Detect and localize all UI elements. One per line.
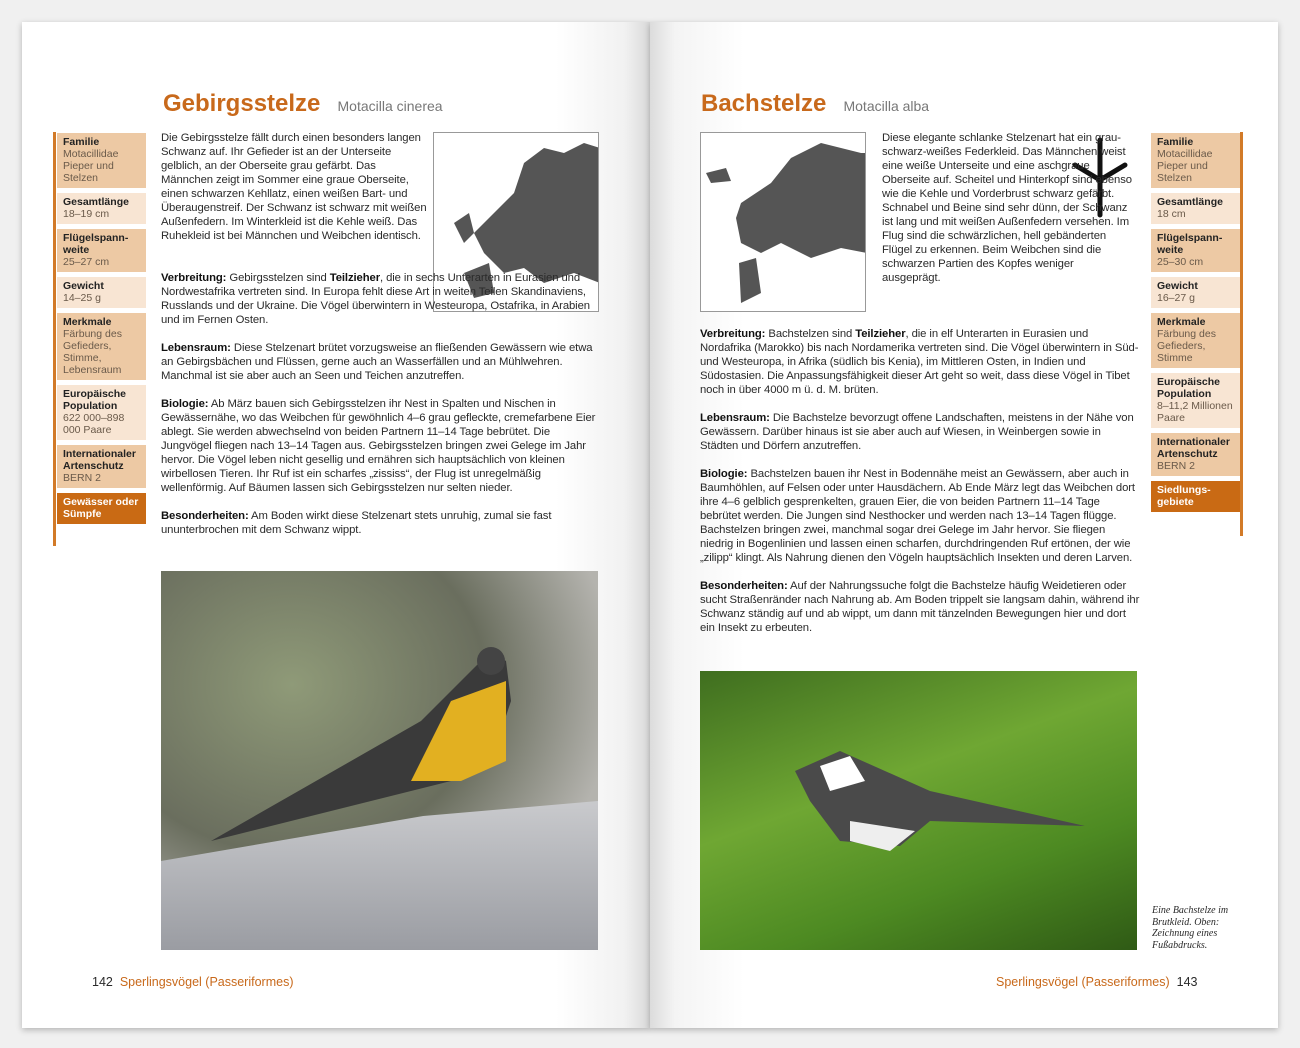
fact-label: Gesamtlänge bbox=[63, 196, 129, 208]
fact-label: Internationaler Artenschutz bbox=[63, 448, 136, 472]
fact-box bbox=[1151, 373, 1240, 428]
fact-value: BERN 2 bbox=[63, 472, 101, 484]
species-title: Gebirgsstelze bbox=[163, 90, 321, 117]
fact-label: Familie bbox=[63, 136, 100, 148]
page-number: 143 bbox=[1176, 975, 1198, 989]
page-number: 142 bbox=[92, 975, 113, 989]
fact-label: Merkmale bbox=[1157, 316, 1206, 328]
fact-label: Familie bbox=[1157, 136, 1194, 148]
fact-box bbox=[1151, 481, 1240, 512]
fact-value: 18–19 cm bbox=[63, 208, 110, 220]
fact-box bbox=[1151, 229, 1240, 272]
fact-value: 16–27 g bbox=[1157, 292, 1195, 304]
fact-label: Gewicht bbox=[1157, 280, 1198, 292]
fact-label: Merkmale bbox=[63, 316, 112, 328]
species-latin-name: Motacilla cinerea bbox=[337, 98, 443, 114]
footer-left bbox=[92, 975, 294, 989]
fact-value: Motacillidae Pieper und Stelzen bbox=[63, 148, 119, 184]
fact-label: Flügelspann-weite bbox=[63, 232, 129, 256]
fact-value: 25–27 cm bbox=[63, 256, 110, 268]
photo-caption: Eine Bachstelze im Brutkleid. Oben: Zeichnung eines Fußabdrucks. bbox=[1152, 905, 1229, 951]
species-title: Bachstelze bbox=[701, 90, 827, 117]
distribution-map-right bbox=[700, 132, 866, 312]
fact-box bbox=[1151, 133, 1240, 188]
fact-value: 14–25 g bbox=[63, 292, 101, 304]
intro-text-right: Diese elegante schlanke Stelzenart hat ein grau-schwarz-weißes Federkleid. Das Männchen weist eine weiße Unterseite und eine aschgraue Oberseite auf. Scheitel und Hinterkopf sind ebenso wie die Kehle und Vorderbrust schwarz gefärbt. Schnabel und Beine sind sehr dünn, der Schwanz ist lang und mit weißen Außenfedern versehen. Im Flug sind die schwärzlichen, hell gebänderten Flügel zu erkennen. Beim Weibchen sind die schwarzen Partien des Kopfes weniger ausgeprägt. bbox=[882, 132, 1132, 284]
fact-label: Flügelspann-weite bbox=[1157, 232, 1223, 256]
fact-value: 25–30 cm bbox=[1157, 256, 1204, 268]
fact-label: Europäische Population bbox=[1157, 376, 1221, 400]
footer-right bbox=[996, 975, 1198, 989]
species-header-right bbox=[701, 90, 929, 118]
fact-label: Internationaler Artenschutz bbox=[1157, 436, 1230, 460]
fact-value: Färbung des Gefieders, Stimme, Lebensraum bbox=[63, 328, 122, 376]
fact-box bbox=[1151, 313, 1240, 368]
fact-box bbox=[57, 445, 146, 488]
fact-sidebar-left bbox=[57, 133, 146, 529]
fact-label: Gesamtlänge bbox=[1157, 196, 1223, 208]
fact-box bbox=[57, 277, 146, 308]
fact-box bbox=[57, 133, 146, 188]
fact-sidebar-right bbox=[1151, 133, 1240, 517]
fact-box bbox=[57, 385, 146, 440]
fact-value: 622 000–898 000 Paare bbox=[63, 412, 125, 436]
fact-label: Gewicht bbox=[63, 280, 104, 292]
fact-value: Motacillidae Pieper und Stelzen bbox=[1157, 148, 1213, 184]
species-latin-name: Motacilla alba bbox=[843, 98, 930, 114]
species-header-left bbox=[163, 90, 443, 118]
fact-value: BERN 2 bbox=[1157, 460, 1195, 472]
fact-box bbox=[57, 193, 146, 224]
fact-label: Gewässer oder Sümpfe bbox=[63, 496, 139, 520]
fact-box bbox=[57, 229, 146, 272]
sidebar-accent-bar bbox=[1240, 132, 1243, 536]
photo-white-wagtail bbox=[700, 671, 1137, 950]
body-text-right: Verbreitung: Bachstelzen sind Teilzieher, die in elf Unterarten in Eurasien und Nordafrika (Marokko) bis nach Nordamerika vertreten sind. Die Vögel überwintern in Süd- und Westeuropa, in Afrika (südlich bis Kenia), im Mittleren Osten, in Indien und Südostasien. Die Anpassungsfähigkeit dieser Art geht so weit, dass diese Vögel in Tibet noch in über 4000 m ü. d. M. brüten. Lebensraum: Die Bachstelze bevorzugt offene Landschaften, meistens in der Nähe von Gewässern. Darüber hinaus ist sie aber auch auf Wiesen, in Weinbergen sowie in Städten und Dörfern anzutreffen. Biologie: Bachstelzen bauen ihr Nest in Bodennähe meist an Gewässern, aber auch in Baumhöhlen, auf Felsen oder unter Hausdächern. Ab Ende März legt das Weibchen dort ihre 4–6 gelblich gesprenkelten, grauen Eier, die von beiden Partnern 11–14 Tage bebrütet werden. Die Jungen sind Nesthocker und werden nach 13–14 Tagen flügge. Bachstelzen bringen zwei, manchmal sogar drei Gelege im Jahr hervor. Sie fliegen niedrig in Bogenlinien und lassen einen scharfen, durchdringenden Ruf ertönen, der wie „zilipp“ klingt. Als Nahrung dienen den Vögeln hauptsächlich Insekten und deren Larven. Besonderheiten: Auf der Nahrungssuche folgt die Bachstelze häufig Weidetieren oder sucht Straßenränder nach Nahrung ab. Am Boden trippelt sie langsam dahin, während ihr Schwanz ständig auf und ab wippt, um dann mit tänzelnden Bewegungen hier und dort ein Insekt zu erbeuten. bbox=[700, 328, 1140, 634]
fact-value: 8–11,2 Millionen Paare bbox=[1157, 400, 1233, 424]
fact-box bbox=[1151, 277, 1240, 308]
fact-box bbox=[57, 313, 146, 380]
fact-label: Europäische Population bbox=[63, 388, 127, 412]
section-title: Sperlingsvögel (Passeriformes) bbox=[996, 975, 1170, 989]
fact-label: Siedlungs-gebiete bbox=[1157, 484, 1211, 508]
fact-value: 18 cm bbox=[1157, 208, 1186, 220]
section-title: Sperlingsvögel (Passeriformes) bbox=[119, 975, 294, 989]
fact-value: Färbung des Gefieders, Stimme bbox=[1157, 328, 1216, 364]
fact-box bbox=[1151, 433, 1240, 476]
photo-grey-wagtail bbox=[161, 571, 598, 950]
fact-box bbox=[57, 493, 146, 524]
fact-box bbox=[1151, 193, 1240, 224]
intro-text-left: Die Gebirgsstelze fällt durch einen besonders langen Schwanz auf. Ihr Gefieder ist an der Unterseite gelblich, an der Oberseite grau gefärbt. Das Männchen zeigt im Sommer eine graue Oberseite, einen schwarzen Kehllatz, einen weißen Bart- und Überaugenstreif. Der Schwanz ist schwarz mit weißen Außenfedern. Im Winterkleid ist die Kehle weiß. Das Ruhekleid ist bei Männchen und Weibchen identisch. bbox=[161, 132, 427, 242]
sidebar-accent-bar bbox=[53, 132, 56, 546]
body-text-left: Verbreitung: Gebirgsstelzen sind Teilzieher, die in sechs Unterarten in Eurasien und Nordwestafrika vertreten sind. In Europa fehlt diese Art in weiten Teilen Skandinaviens, Russlands und der Ukraine. Die Vögel überwintern in Westeuropa, Ostafrika, in Arabien und im Fernen Osten. Lebensraum: Diese Stelzenart brütet vorzugsweise an fließenden Gewässern wie etwa an Gebirgsbächen und Flüssen, gerne auch an Wasserfällen und an Mühlwehren. Manchmal ist sie aber auch an Seen und Teichen anzutreffen. Biologie: Ab März bauen sich Gebirgsstelzen ihr Nest in Spalten und Nischen in Gewässernähe, wo das Weibchen für gewöhnlich 4–6 grau gefleckte, cremefarbene Eier ablegt. Sie werden abwechselnd von beiden Partnern 11–14 Tage bebrütet. Die Jungvögel fliegen nach 13–14 Tagen aus. Gebirgsstelzen bringen zwei Gelege im Jahr hervor. Die Vögel leben nicht gesellig und ernähren sich hauptsächlich von kleinen wirbellosen Tieren. Ihr Ruf ist ein scharfes „zississ“, der Flug ist unregelmäßig wellenförmig. Auf Bäumen lassen sich Gebirgsstelzen nur selten nieder. Besonderheiten: Am Boden wirkt diese Stelzenart stets unruhig, zumal sie fast ununterbrochen mit dem Schwanz wippt. bbox=[161, 272, 596, 536]
